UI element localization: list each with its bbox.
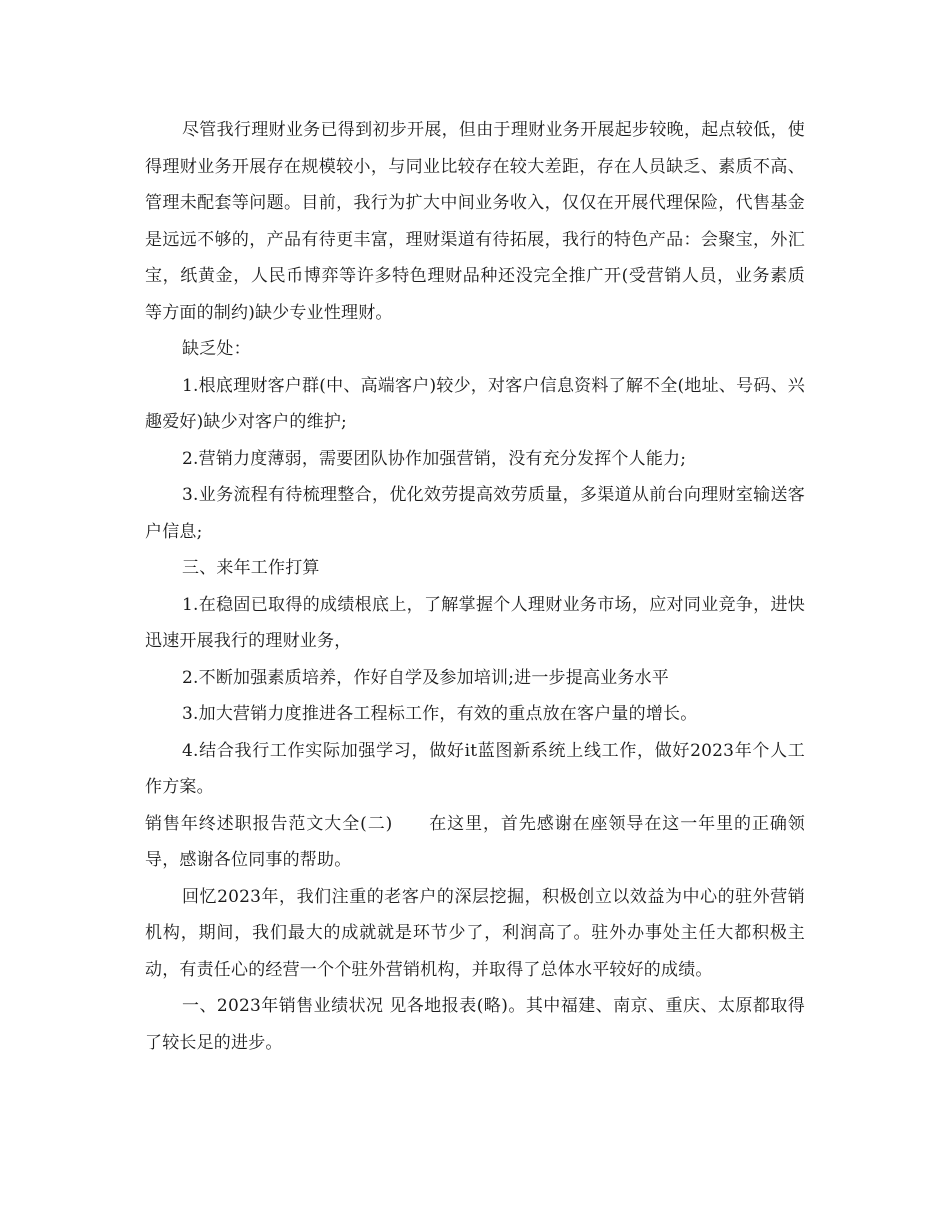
section-intro: 在这里，首先感谢在座领导在这一年里的正确领导，感谢各位同事的帮助。 [145,813,806,870]
paragraph-shortcoming-3: 3.业务流程有待梳理整合，优化效劳提高效劳质量，多渠道从前台向理财室输送客户信息; [145,485,805,542]
paragraph-plan-3: 3.加大营销力度推进各工程标工作，有效的重点放在客户量的增长。 [182,704,698,724]
paragraph-section-two [145,806,805,879]
paragraph-plan-2: 2.不断加强素质培养，作好自学及参加培训;进一步提高业务水平 [182,667,669,688]
paragraph-sales-performance: 一、2023年销售业绩状况 见各地报表(略)。其中福建、南京、重庆、太原都取得了较长足的进步。 [145,996,805,1053]
paragraph-shortcomings-heading: 缺乏处： [182,339,251,359]
paragraph-financial-status: 尽管我行理财业务已得到初步开展，但由于理财业务开展起步较晚，起点较低，使得理财业务开展存在规模较小，与同业比较存在较大差距，存在人员缺乏、素质不高、管理未配套等问题。目前，我行为扩大中间业务收入，仅仅在开展代理保险，代售基金是远远不够的，产品有待更丰富，理财渠道有待拓展，我行的特色产品：会聚宝，外汇宝，纸黄金，人民币博弈等许多特色理财品种还没完全推广开(受营销人员，业务素质等方面的制约)缺少专业性理财。 [145,120,805,323]
document-body [145,112,805,1061]
paragraph-shortcoming-2: 2.营销力度薄弱，需要团队协作加强营销，没有充分发挥个人能力; [182,448,687,469]
section-title: 销售年终述职报告范文大全(二) [145,813,393,834]
paragraph-next-year-plan-heading: 三、来年工作打算 [182,558,320,578]
paragraph-shortcoming-1: 1.根底理财客户群(中、高端客户)较少，对客户信息资料了解不全(地址、号码、兴趣爱好)缺少对客户的维护; [145,375,805,432]
paragraph-plan-1: 1.在稳固已取得的成绩根底上，了解掌握个人理财业务市场，应对同业竞争，进快迅速开展我行的理财业务， [145,594,805,651]
paragraph-plan-4: 4.结合我行工作实际加强学习，做好it蓝图新系统上线工作，做好2023年个人工作方案。 [145,740,805,797]
paragraph-review-2023: 回忆2023年，我们注重的老客户的深层挖掘，积极创立以效益为中心的驻外营销机构，期间，我们最大的成就就是环节少了，利润高了。驻外办事处主任大都积极主动，有责任心的经营一个个驻外营销机构，并取得了总体水平较好的成绩。 [145,886,805,980]
